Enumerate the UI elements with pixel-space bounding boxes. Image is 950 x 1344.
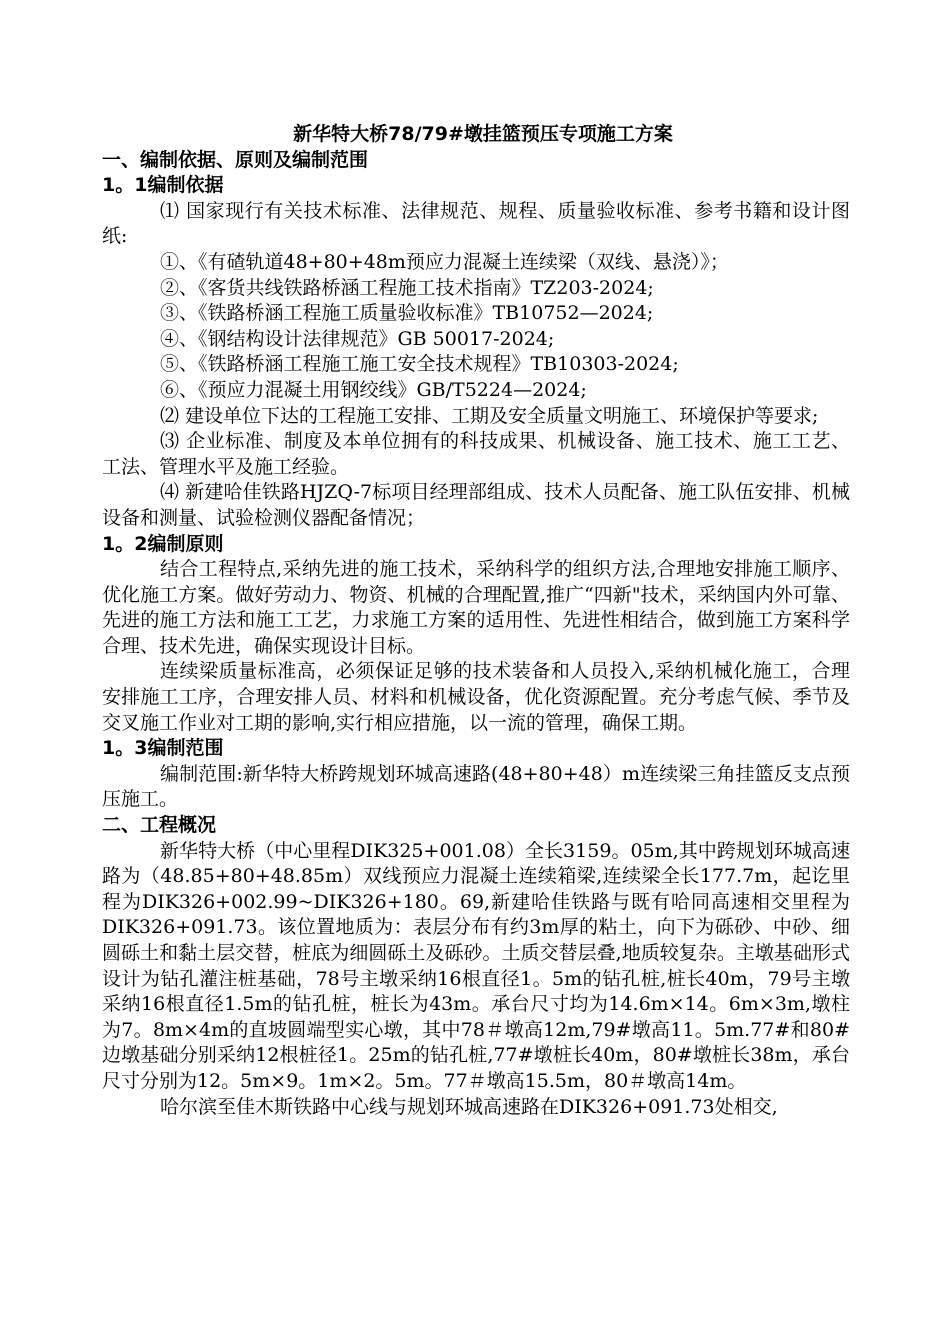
document-body	[102, 122, 850, 1120]
list-item: ③、《铁路桥涵工程施工质量验收标准》TB10752—2024;	[160, 302, 654, 325]
list-item: ④、《钢结构设计法律规范》GB 50017-2024;	[160, 327, 555, 350]
paragraph: 哈尔滨至佳木斯铁路中心线与规划环城高速路在DIK326+091.73处相交,	[160, 1095, 778, 1118]
paragraph: ⑷ 新建哈佳铁路HJZQ-7标项目经理部组成、技术人员配备、施工队伍安排、机械设备和测量、试验检测仪器配备情况；	[102, 481, 850, 529]
subsection-heading-1-3: 1。3编制范围	[102, 737, 224, 760]
list-item: ⑤、《铁路桥涵工程施工施工安全技术规程》TB10303-2024;	[160, 353, 679, 376]
subsection-heading-1-1: 1。1编制依据	[102, 174, 224, 197]
list-item: ⑥、《预应力混凝土用钢绞线》GB/T5224—2024;	[160, 378, 587, 401]
document-title: 新华特大桥78/79#墩挂篮预压专项施工方案	[293, 123, 673, 145]
paragraph: 连续梁质量标准高，必须保证足够的技术装备和人员投入,采纳机械化施工，合理安排施工工序，合理安排人员、材料和机械设备，优化资源配置。充分考虑气候、季节及交叉施工作业对工期的影响,实行相应措施，以一流的管理，确保工期。	[102, 660, 850, 734]
subsection-heading-1-2: 1。2编制原则	[102, 532, 224, 555]
list-item: ①、《有碴轨道48+80+48m预应力混凝土连续梁（双线、悬浇）》；	[160, 250, 729, 273]
paragraph: ⑵ 建设单位下达的工程施工安排、工期及安全质量文明施工、环境保护等要求;	[160, 404, 819, 427]
list-item: ②、《客货共线铁路桥涵工程施工技术指南》TZ203-2024;	[160, 276, 654, 299]
section-heading-1: 一、编制依据、原则及编制范围	[102, 148, 369, 171]
paragraph: 新华特大桥（中心里程DIK325+001.08）全长3159。05m,其中跨规划环城高速路为（48.85+80+48.85m）双线预应力混凝土连续箱梁,连续梁全长177.7m，起讫里程为DIK326+002.99~DIK326+180。69,新建哈佳铁路与既有哈同高速相交里程为DIK326+091.73。该位置地质为：表层分布有约3m厚的粘土，向下为砾砂、中砂、细圆砾土和黏土层交替，桩底为细圆砾土及砾砂。土质交替层叠,地质较复杂。主墩基础形式设计为钻孔灌注桩基础，78号主墩采纳16根直径1。5m的钻孔桩,桩长40m，79号主墩采纳16根直径1.5m的钻孔桩，桩长为43m。承台尺寸均为14.6m×14。6m×3m,墩柱为7。8m×4m的直坡圆端型实心墩，其中78＃墩高12m,79#墩高11。5m.77#和80#边墩基础分别采纳12根桩径1。25m的钻孔桩,77#墩桩长40m，80#墩桩长38m，承台尺寸分别为12。5m×9。1m×2。5m。77＃墩高15.5m，80＃墩高14m。	[102, 839, 850, 1092]
paragraph: 结合工程特点,采纳先进的施工技术，采纳科学的组织方法,合理地安排施工顺序、优化施工方案。做好劳动力、物资、机械的合理配置,推广“四新"技术，采纳国内外可靠、先进的施工方法和施工工艺，力求施工方案的适用性、先进性相结合，做到施工方案科学合理、技术先进，确保实现设计目标。	[102, 558, 850, 657]
paragraph: ⑶ 企业标准、制度及本单位拥有的科技成果、机械设备、施工技术、施工工艺、工法、管理水平及施工经验。	[102, 430, 850, 478]
section-heading-2: 二、工程概况	[102, 814, 217, 837]
paragraph: ⑴ 国家现行有关技术标准、法律规范、规程、质量验收标准、参考书籍和设计图纸:	[102, 199, 850, 248]
paragraph: 编制范围:新华特大桥跨规划环城高速路(48+80+48）m连续梁三角挂篮反支点预压施工。	[102, 762, 850, 811]
